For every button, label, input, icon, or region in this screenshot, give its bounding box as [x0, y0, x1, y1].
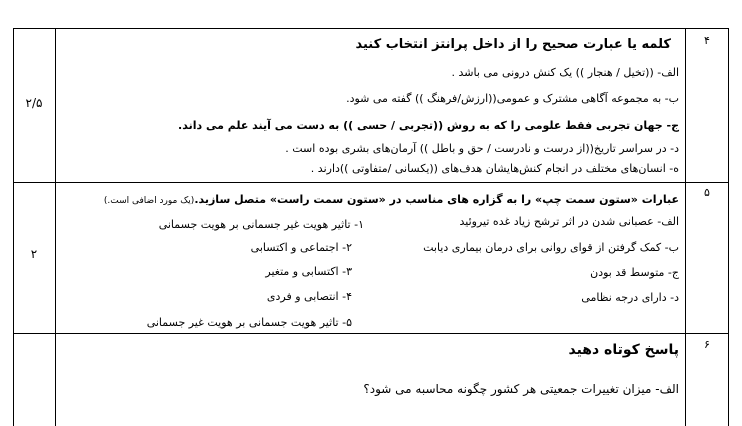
- q5-right-item-b: ب- کمک گرفتن از قوای روانی برای درمان بیماری دیابت: [423, 241, 679, 254]
- q4-line-d: د- در سراسر تاریخ((از درست و نادرست / حق و باطل )) آرمان‌های بشری بوده است .: [285, 142, 679, 155]
- q4-line-a: الف- ((تخیل / هنجار )) یک کنش درونی می باشد .: [451, 66, 679, 79]
- question-title-6: پاسخ کوتاه دهید: [568, 342, 679, 358]
- q5-right-item-a: الف- عصبانی شدن در اثر ترشح زیاد غده تیروئید: [459, 215, 679, 228]
- number-column-divider: [685, 28, 686, 426]
- question-number-6: ۶: [704, 338, 710, 351]
- q5-right-item-d: د- دارای درجه نظامی: [581, 291, 679, 304]
- table-border-top: [13, 28, 729, 29]
- question-title-5: [104, 193, 679, 208]
- q5-left-item-2: ۲- اجتماعی و اکتسابی: [250, 241, 352, 254]
- question-number-4: ۴: [704, 34, 710, 47]
- q6-line-a: الف- میزان تغییرات جمعیتی هر کشور چگونه محاسبه می شود؟: [363, 382, 679, 396]
- q5-right-item-c: ج- متوسط قد بودن: [590, 266, 679, 279]
- q5-left-item-5: ۵- تاثیر هویت جسمانی بر هویت غیر جسمانی: [146, 316, 352, 329]
- q5-left-item-4: ۴- انتصابی و فردی: [266, 290, 352, 303]
- row-divider-q5-q6: [13, 333, 729, 334]
- q5-left-item-3: ۳- اکتسابی و متغیر: [265, 265, 352, 278]
- q5-left-item-1: ۱- تاثیر هویت غیر جسمانی بر هویت جسمانی: [158, 218, 364, 231]
- question-score-4: ۲/۵: [25, 96, 43, 110]
- question-score-5: ۲: [30, 247, 38, 261]
- q5-title-note: (یک مورد اضافی است.): [103, 196, 195, 206]
- q5-title-text: عبارات «ستون سمت چپ» را به گزاره های مناسب در «ستون سمت راست» متصل سازید.: [194, 193, 679, 206]
- table-border-right: [728, 28, 729, 426]
- q4-line-b: ب- به مجموعه آگاهی مشترک و عمومی((ارزش/فرهنگ )) گفته می شود.: [346, 92, 679, 105]
- q4-line-e: ه- انسان‌های مختلف در انجام کنش‌هایشان هدف‌های ((یکسانی /متفاوتی ))دارند .: [310, 162, 679, 175]
- question-title-4: کلمه یا عبارت صحیح را از داخل پرانتز انتخاب کنید: [355, 37, 671, 52]
- table-border-left: [13, 28, 14, 426]
- score-column-divider: [55, 28, 56, 426]
- q4-line-c: ج- جهان تجربی فقط علومی را که به روش ((تجربی / حسی )) به دست می آیند علم می داند.: [178, 119, 679, 132]
- row-divider-q4-q5: [13, 182, 729, 183]
- question-number-5: ۵: [704, 186, 710, 199]
